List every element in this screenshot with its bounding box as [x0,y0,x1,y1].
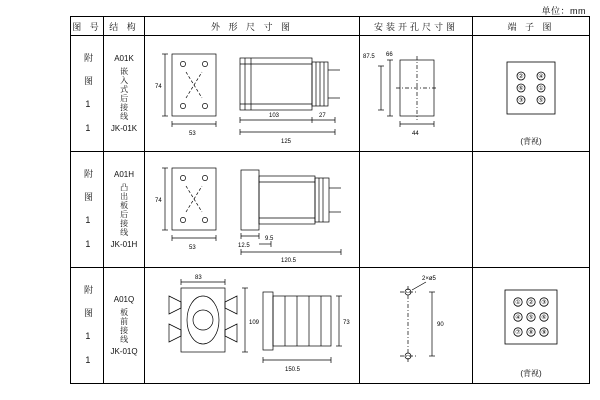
hole-drawing-a01q [360,268,472,380]
figure-no-label: 附 图 1 1 [82,168,93,251]
structure-code-top: A01H [113,170,134,180]
table-row [71,268,590,384]
structure-code-bottom: JK-01K [110,123,138,133]
specification-table [70,16,590,384]
hole-label: 44 [412,131,419,137]
dim-label: 109 [249,320,260,326]
dim-label: 27 [319,113,326,119]
terminal-number: ⑤ [528,315,534,321]
terminal-number: ③ [541,300,547,306]
figure-no-cell [71,152,104,268]
terminal-note: (背视) [520,137,542,146]
dim-label: 9.5 [265,236,274,242]
terminal-number: ① [515,300,521,306]
terminal-number: ④ [538,74,544,80]
dim-label: 12.5 [238,243,250,249]
terminal-number: ② [518,74,524,80]
dim-label: 74 [155,198,162,204]
structure-cell [104,152,145,268]
outline-drawing-a01h [145,152,359,264]
structure-cell [104,268,145,384]
terminal-number: ② [528,300,534,306]
figure-no-label: 附 图 1 1 [82,284,93,367]
dim-label: 120.5 [281,258,297,264]
figure-no-cell [71,268,104,384]
header-terminal: 端 子 图 [473,17,590,36]
structure-code-top: A01Q [113,295,135,305]
dim-label: 74 [155,84,162,90]
terminal-number: ④ [515,315,521,321]
structure-code-bottom: JK-01Q [110,346,138,356]
hole-label: 90 [437,322,444,328]
terminal-number: ⑤ [538,98,544,104]
hole-label: 66 [386,52,393,58]
dim-label: 103 [269,113,280,119]
structure-cell [104,36,145,152]
mounting-hole-cell [360,268,473,384]
hole-label: 2×ø5 [422,276,436,282]
dim-label: 53 [189,131,196,137]
outline-drawing-a01k [145,36,359,148]
hole-drawing-a01k [360,36,472,148]
terminal-drawing-a01k [473,36,589,148]
structure-code-top: A01K [114,54,134,64]
terminal-number: ③ [518,98,524,104]
dim-label: 53 [189,245,196,251]
dim-label: 125 [281,139,292,145]
figure-no-cell [71,36,104,152]
header-figure-no: 图 号 [71,17,104,36]
table-row [71,152,590,268]
table-row [71,36,590,152]
header-mounting-hole: 安装开孔尺寸图 [360,17,473,36]
hole-label: 87.5 [363,54,375,60]
structure-code-bottom: JK-01H [110,239,138,249]
header-outline-dimensions: 外 形 尺 寸 图 [145,17,360,36]
terminal-number: ⑧ [528,330,534,336]
outline-drawing-a01q [145,268,359,380]
unit-note: 单位：mm [541,6,586,16]
terminal-note: (背视) [520,369,542,378]
mounting-hole-cell [360,152,473,268]
terminal-cell [473,36,590,152]
terminal-number: ⑦ [515,330,521,336]
terminal-number: ⑨ [541,330,547,336]
terminal-number: ⑥ [541,315,547,321]
outline-drawing-cell [145,152,360,268]
dim-label: 150.5 [285,367,301,373]
outline-drawing-cell [145,36,360,152]
terminal-cell [473,152,590,268]
terminal-number: ⑥ [518,86,524,92]
terminal-drawing-a01q [473,268,589,380]
outline-drawing-cell [145,268,360,384]
header-structure: 结 构 [104,17,145,36]
figure-no-label: 附 图 1 1 [82,52,93,135]
dim-label: 83 [195,275,202,281]
dim-label: 73 [343,320,350,326]
table-header-row [71,17,590,36]
mounting-hole-cell [360,36,473,152]
structure-description: 板前接线 [119,307,129,344]
structure-description: 嵌入式后接线 [119,66,129,121]
terminal-cell [473,268,590,384]
terminal-number: ① [538,86,544,92]
structure-description: 凸出板后接线 [119,182,129,237]
